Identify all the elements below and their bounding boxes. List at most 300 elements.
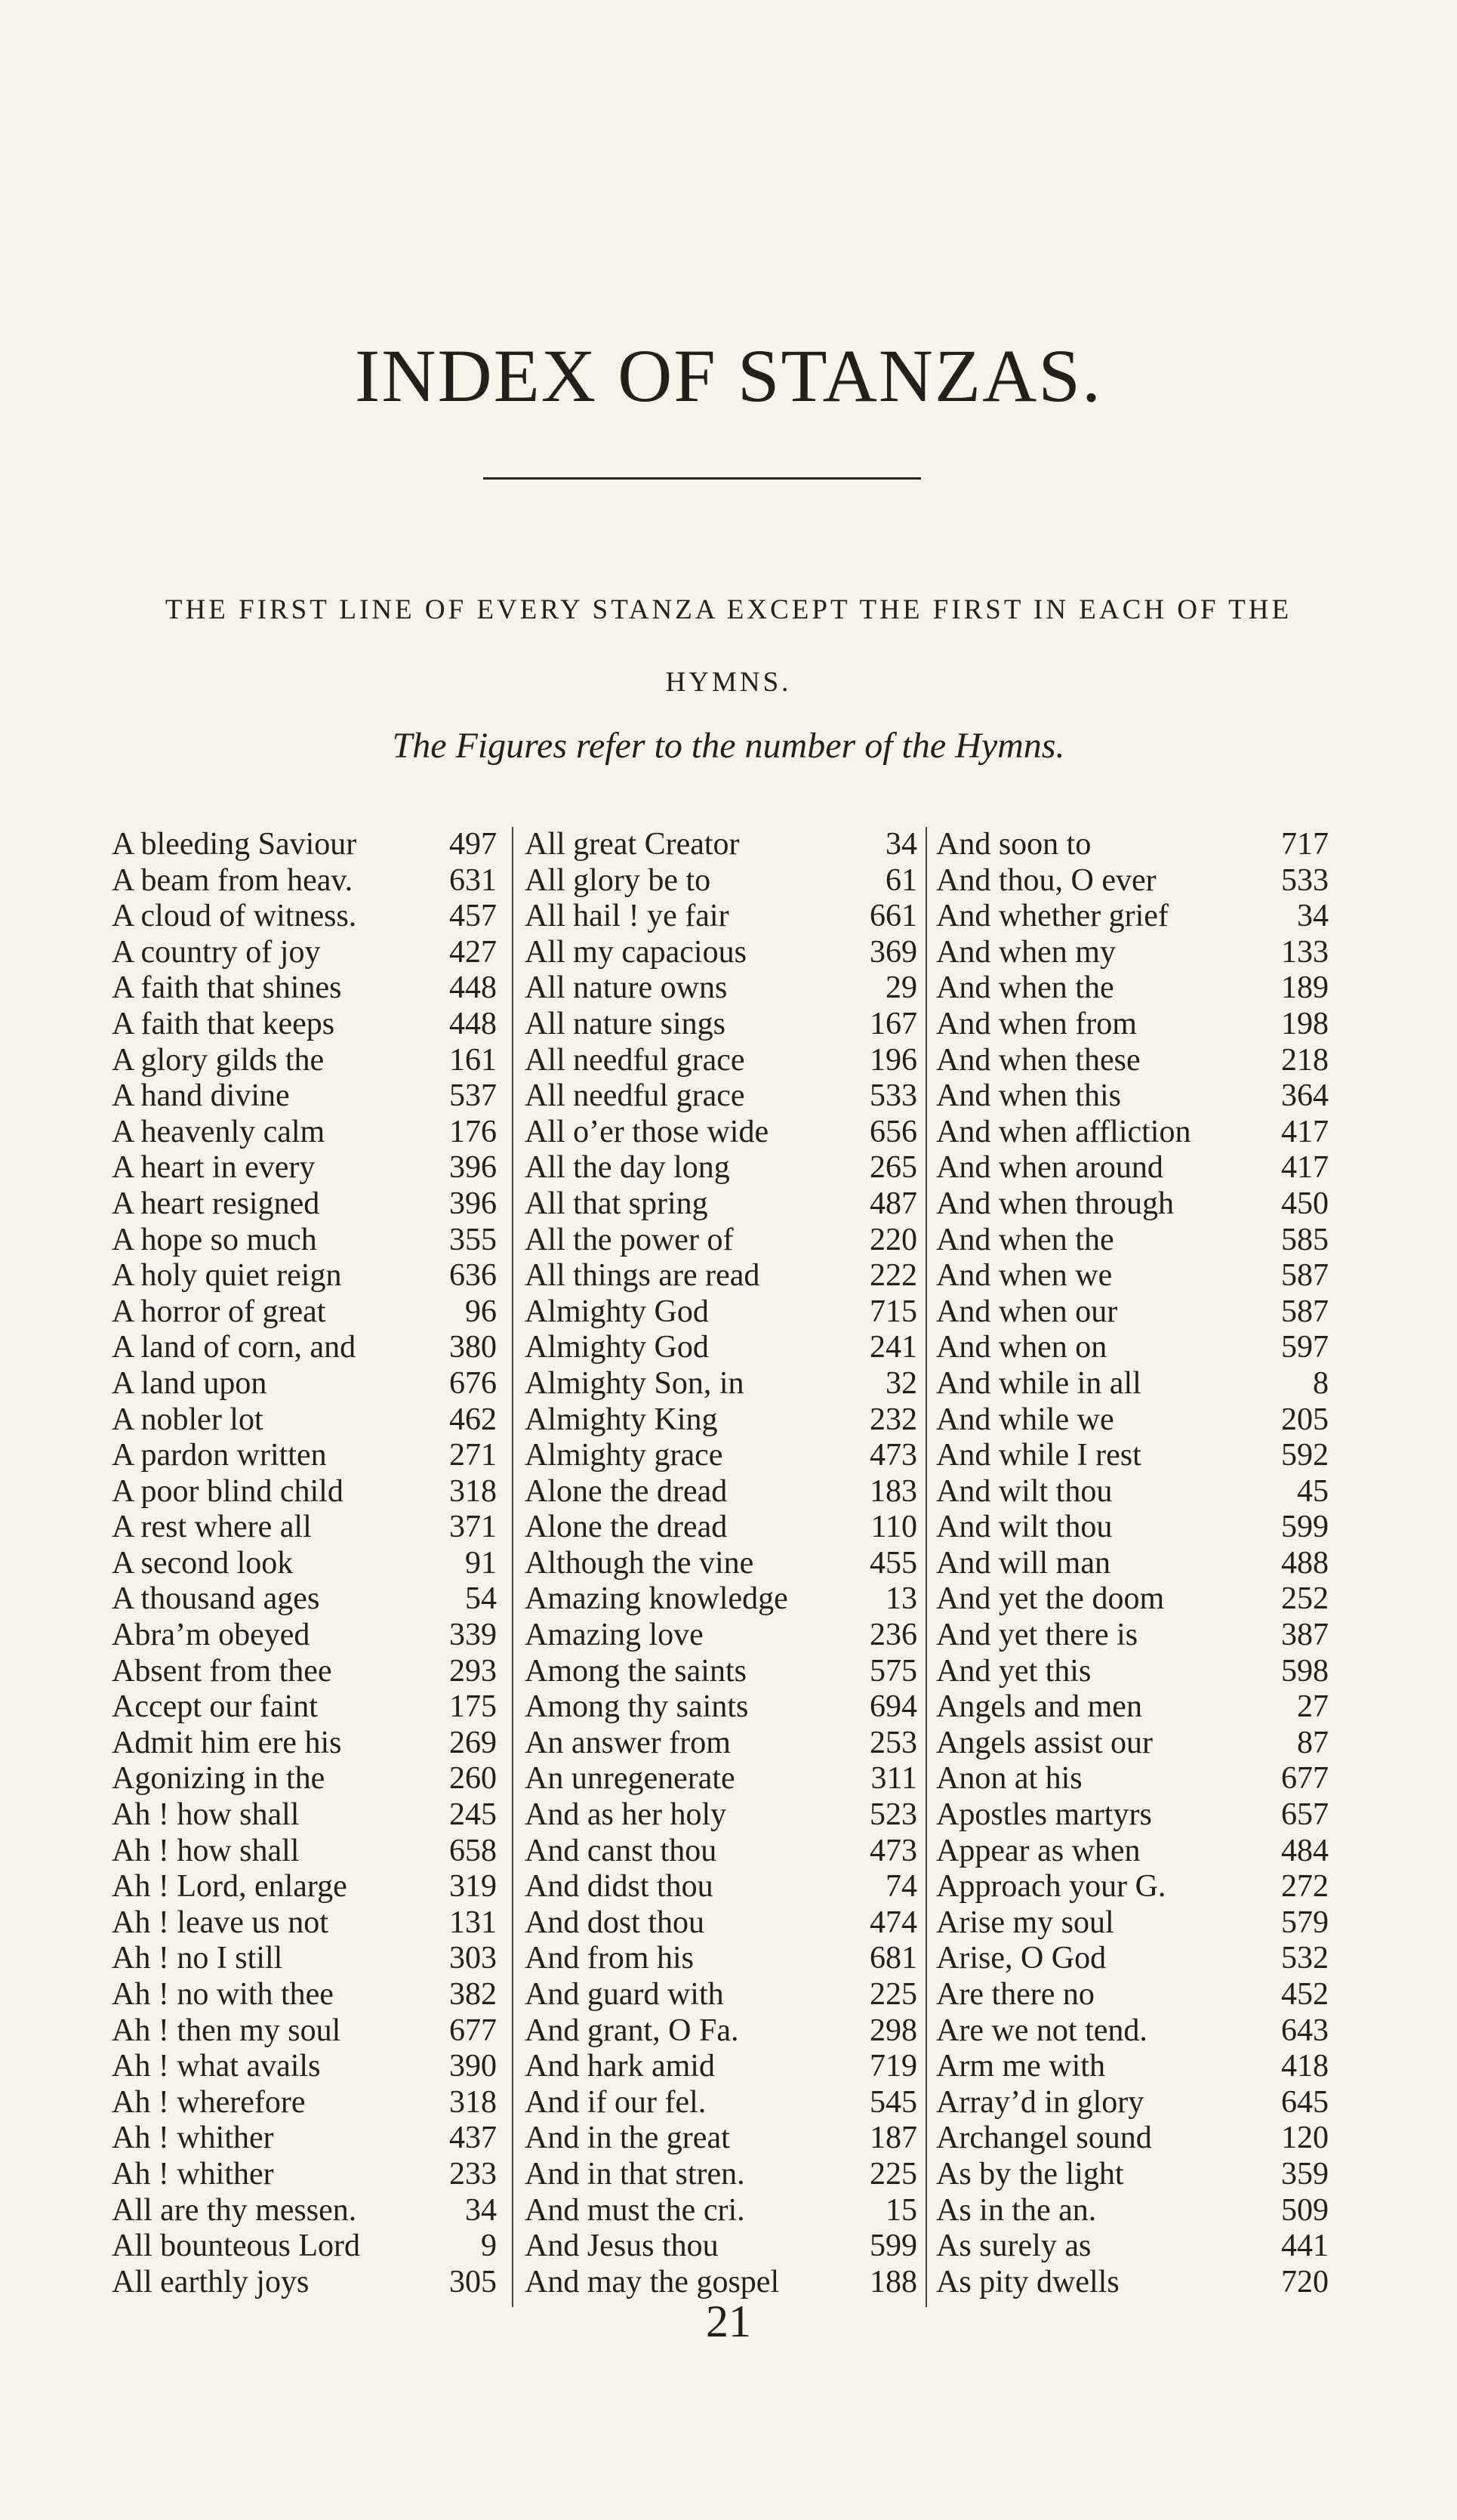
entry-first-line: A hope so much [112,1222,317,1257]
entry-hymn-number: 636 [449,1258,497,1294]
entry-hymn-number: 225 [870,2156,917,2192]
entry-first-line: A second look [112,1545,294,1581]
index-entry [525,899,917,935]
entry-first-line: And must the cri. [525,2192,745,2228]
entry-hymn-number: 271 [449,1438,497,1473]
index-entry [112,970,497,1007]
entry-hymn-number: 34 [1297,899,1329,934]
entry-first-line: And while in all [936,1365,1141,1401]
entry-hymn-number: 87 [1297,1725,1329,1760]
index-entry [936,1797,1329,1834]
entry-first-line: Ah ! no I still [112,1941,283,1976]
index-entry [936,1258,1329,1294]
index-entry [936,2049,1329,2085]
entry-hymn-number: 91 [465,1545,497,1581]
index-entry [112,2193,497,2229]
entry-first-line: Ah ! how shall [112,1833,300,1868]
entry-hymn-number: 61 [886,862,917,898]
entry-first-line: Ah ! whither [112,2121,274,2156]
entry-hymn-number: 441 [1281,2229,1329,2264]
index-entry [112,1797,497,1834]
entry-first-line: And when the [936,1222,1114,1257]
index-entry [112,1761,497,1797]
index-column-3 [936,827,1329,2300]
index-entry [936,1294,1329,1331]
entry-first-line: And dost thou [525,1905,705,1940]
entry-first-line: A horror of great [112,1294,326,1329]
index-entry [936,1115,1329,1151]
entry-first-line: Appear as when [936,1833,1141,1868]
index-entry [112,1258,497,1294]
entry-hymn-number: 54 [465,1581,497,1617]
entry-hymn-number: 631 [449,862,497,898]
entry-first-line: And when we [936,1258,1113,1294]
index-entry [112,1186,497,1223]
entry-first-line: Ah ! whither [112,2156,274,2192]
index-entry [936,2229,1329,2265]
index-entry [112,1905,497,1942]
index-entry [112,1007,497,1043]
entry-first-line: All needful grace [525,1078,745,1114]
entry-hymn-number: 45 [1297,1473,1329,1509]
index-entry [936,899,1329,935]
entry-first-line: And when this [936,1078,1121,1114]
index-entry [525,935,917,971]
index-entry [112,863,497,899]
entry-hymn-number: 587 [1281,1294,1329,1329]
entry-first-line: All glory be to [525,862,711,898]
entry-hymn-number: 225 [870,1977,917,2012]
index-entry [936,1078,1329,1115]
index-entry [936,1581,1329,1618]
entry-first-line: And in the great [525,2121,730,2156]
entry-first-line: Although the vine [525,1545,754,1581]
index-entry [112,1941,497,1977]
entry-hymn-number: 694 [870,1689,917,1725]
entry-hymn-number: 533 [870,1078,917,1114]
entry-hymn-number: 599 [870,2229,917,2264]
index-entry [112,1366,497,1402]
entry-first-line: And yet this [936,1653,1092,1689]
entry-hymn-number: 380 [449,1330,497,1365]
index-entry [112,827,497,863]
entry-hymn-number: 232 [870,1402,917,1437]
entry-hymn-number: 187 [870,2121,917,2156]
index-entry [525,1869,917,1905]
entry-hymn-number: 305 [449,2264,497,2299]
entry-hymn-number: 599 [1281,1510,1329,1545]
entry-first-line: As pity dwells [936,2264,1120,2299]
entry-first-line: Archangel sound [936,2121,1152,2156]
index-entry [936,1150,1329,1186]
index-entry [525,2085,917,2121]
entry-first-line: A heart in every [112,1150,316,1186]
index-entry [936,2121,1329,2157]
index-entry [936,1905,1329,1942]
entry-hymn-number: 487 [870,1186,917,1221]
entry-hymn-number: 657 [1281,1797,1329,1833]
entry-hymn-number: 457 [449,899,497,934]
entry-hymn-number: 133 [1281,934,1329,970]
index-entry [525,1330,917,1366]
entry-first-line: A beam from heav. [112,862,353,898]
entry-first-line: An unregenerate [525,1761,735,1797]
entry-first-line: And soon to [936,827,1092,862]
index-entry [112,1330,497,1366]
entry-hymn-number: 318 [449,1473,497,1509]
entry-first-line: All that spring [525,1186,708,1221]
index-entry [936,1330,1329,1366]
index-entry [936,1834,1329,1870]
title-rule [483,477,921,480]
index-entry [936,863,1329,899]
entry-first-line: All the power of [525,1222,734,1257]
entry-hymn-number: 293 [449,1653,497,1689]
entry-hymn-number: 96 [465,1294,497,1329]
entry-first-line: And when on [936,1330,1107,1365]
entry-hymn-number: 427 [449,934,497,970]
index-entry [112,1150,497,1186]
entry-first-line: All o’er those wide [525,1114,769,1149]
index-entry [936,1689,1329,1726]
entry-hymn-number: 537 [449,1078,497,1114]
entry-hymn-number: 523 [870,1797,917,1833]
entry-hymn-number: 8 [1313,1365,1329,1401]
entry-first-line: And while I rest [936,1438,1141,1473]
index-entry [112,1294,497,1331]
entry-hymn-number: 382 [449,1977,497,2012]
entry-first-line: All great Creator [525,827,740,862]
entry-first-line: Anon at his [936,1761,1083,1797]
index-entry [525,2013,917,2050]
entry-first-line: Abra’m obeyed [112,1618,310,1653]
entry-first-line: A faith that shines [112,970,342,1006]
entry-hymn-number: 720 [1281,2264,1329,2299]
entry-hymn-number: 260 [449,1761,497,1797]
entry-first-line: A faith that keeps [112,1006,335,1041]
index-entry [112,2049,497,2085]
entry-first-line: Are we not tend. [936,2013,1147,2048]
index-entry [525,1150,917,1186]
index-entry [112,1043,497,1079]
index-entry [525,2193,917,2229]
index-entry [525,1581,917,1618]
entry-first-line: And wilt thou [936,1510,1113,1545]
entry-hymn-number: 681 [870,1941,917,1976]
entry-hymn-number: 355 [449,1222,497,1257]
index-entry [525,1223,917,1259]
entry-hymn-number: 319 [449,1869,497,1905]
entry-first-line: Almighty Son, in [525,1365,744,1401]
entry-hymn-number: 656 [870,1114,917,1149]
index-entry [525,863,917,899]
entry-hymn-number: 450 [1281,1186,1329,1221]
entry-hymn-number: 417 [1281,1114,1329,1149]
index-entry [525,1115,917,1151]
entry-first-line: As in the an. [936,2192,1097,2228]
entry-hymn-number: 417 [1281,1150,1329,1186]
entry-hymn-number: 545 [870,2084,917,2120]
entry-hymn-number: 189 [1281,970,1329,1006]
entry-hymn-number: 27 [1297,1689,1329,1725]
index-entry [112,1689,497,1726]
entry-first-line: Arise, O God [936,1941,1107,1976]
entry-hymn-number: 272 [1281,1869,1329,1905]
index-entry [112,1546,497,1582]
entry-first-line: Among the saints [525,1653,747,1689]
entry-hymn-number: 34 [886,827,917,862]
index-entry [525,1078,917,1115]
entry-first-line: All bounteous Lord [112,2229,360,2264]
entry-first-line: A hand divine [112,1078,290,1114]
entry-hymn-number: 364 [1281,1078,1329,1114]
entry-hymn-number: 579 [1281,1905,1329,1940]
entry-first-line: Almighty God [525,1330,709,1365]
entry-first-line: All things are read [525,1258,760,1294]
entry-hymn-number: 497 [449,827,497,862]
entry-first-line: Apostles martyrs [936,1797,1152,1833]
entry-hymn-number: 218 [1281,1042,1329,1078]
entry-hymn-number: 236 [870,1618,917,1653]
entry-first-line: And when affliction [936,1114,1191,1149]
entry-hymn-number: 339 [449,1618,497,1653]
entry-hymn-number: 110 [870,1510,917,1545]
entry-first-line: All the day long [525,1150,730,1186]
entry-first-line: And yet there is [936,1618,1138,1653]
index-entry [525,2049,917,2085]
entry-hymn-number: 532 [1281,1941,1329,1976]
entry-hymn-number: 175 [449,1689,497,1725]
entry-hymn-number: 359 [1281,2156,1329,2192]
index-entry [525,1546,917,1582]
entry-hymn-number: 265 [870,1150,917,1186]
index-entry [525,1402,917,1439]
index-entry [112,1438,497,1474]
entry-first-line: And will man [936,1545,1110,1581]
index-entry [936,1366,1329,1402]
entry-first-line: A glory gilds the [112,1042,325,1078]
entry-hymn-number: 677 [449,2013,497,2048]
entry-first-line: Ah ! what avails [112,2049,321,2084]
entry-hymn-number: 396 [449,1186,497,1221]
entry-hymn-number: 598 [1281,1653,1329,1689]
index-entry [936,2193,1329,2229]
entry-first-line: A land of corn, and [112,1330,356,1365]
entry-hymn-number: 318 [449,2084,497,2120]
entry-first-line: And when the [936,970,1114,1006]
index-entry [936,1510,1329,1546]
entry-hymn-number: 205 [1281,1402,1329,1437]
entry-hymn-number: 269 [449,1725,497,1760]
entry-hymn-number: 676 [449,1365,497,1401]
index-entry [936,1007,1329,1043]
entry-first-line: Are there no [936,1977,1095,2012]
entry-first-line: And grant, O Fa. [525,2013,739,2048]
entry-hymn-number: 196 [870,1042,917,1078]
entry-hymn-number: 120 [1281,2121,1329,2156]
entry-first-line: A holy quiet reign [112,1258,342,1294]
entry-first-line: And when our [936,1294,1118,1329]
entry-hymn-number: 233 [449,2156,497,2192]
entry-hymn-number: 220 [870,1222,917,1257]
entry-first-line: As surely as [936,2229,1092,2264]
entry-first-line: Angels assist our [936,1725,1153,1760]
index-entry [936,1186,1329,1223]
entry-first-line: Arise my soul [936,1905,1114,1940]
index-entry [525,1797,917,1834]
entry-first-line: Almighty grace [525,1438,723,1473]
index-entry [525,2157,917,2193]
entry-first-line: And thou, O ever [936,862,1157,898]
entry-hymn-number: 533 [1281,862,1329,898]
index-entry [112,1977,497,2013]
entry-first-line: A nobler lot [112,1402,263,1437]
entry-first-line: A heart resigned [112,1186,320,1221]
entry-hymn-number: 161 [449,1042,497,1078]
index-entry [112,1581,497,1618]
entry-hymn-number: 587 [1281,1258,1329,1294]
entry-first-line: Agonizing in the [112,1761,325,1797]
entry-hymn-number: 474 [870,1905,917,1940]
figures-note: The Figures refer to the number of the Hymns. [392,726,1065,766]
entry-hymn-number: 677 [1281,1761,1329,1797]
index-entry [936,970,1329,1007]
entry-first-line: And may the gospel [525,2264,780,2299]
entry-first-line: All nature sings [525,1006,725,1041]
entry-first-line: And in that stren. [525,2156,745,2192]
index-entry [936,935,1329,971]
entry-first-line: A thousand ages [112,1581,320,1617]
index-entry [112,1115,497,1151]
index-entry [936,2013,1329,2050]
column-divider [512,827,513,2307]
entry-first-line: A country of joy [112,934,321,970]
index-entry [525,1654,917,1690]
entry-first-line: And yet the doom [936,1581,1165,1617]
page-title: INDEX OF STANZAS. [355,334,1102,418]
entry-first-line: All earthly joys [112,2264,310,2299]
entry-first-line: Arm me with [936,2049,1105,2084]
entry-first-line: And wilt thou [936,1473,1113,1509]
entry-first-line: As by the light [936,2156,1124,2192]
index-entry [525,2121,917,2157]
entry-hymn-number: 473 [870,1833,917,1868]
index-entry [112,1834,497,1870]
entry-first-line: Admit him ere his [112,1725,342,1760]
index-entry [936,1726,1329,1762]
entry-hymn-number: 369 [870,934,917,970]
index-entry [936,1223,1329,1259]
entry-hymn-number: 455 [870,1545,917,1581]
entry-first-line: Amazing love [525,1618,704,1653]
entry-hymn-number: 585 [1281,1222,1329,1257]
index-entry [936,1941,1329,1977]
index-entry [525,1726,917,1762]
index-entry [112,899,497,935]
entry-hymn-number: 390 [449,2049,497,2084]
index-entry [525,1941,917,1977]
index-columns [0,827,1457,2337]
index-entry [112,1869,497,1905]
entry-first-line: An answer from [525,1725,731,1760]
index-entry [936,2157,1329,2193]
entry-first-line: A rest where all [112,1510,312,1545]
index-entry [112,1223,497,1259]
entry-hymn-number: 452 [1281,1977,1329,2012]
index-entry [936,1618,1329,1654]
index-entry [525,1438,917,1474]
index-entry [112,1726,497,1762]
entry-first-line: And while we [936,1402,1114,1437]
index-entry [112,1510,497,1546]
entry-hymn-number: 9 [481,2229,497,2264]
entry-first-line: Ah ! then my soul [112,2013,341,2048]
entry-first-line: Ah ! leave us not [112,1905,328,1940]
entry-first-line: Ah ! no with thee [112,1977,334,2012]
index-entry [112,2157,497,2193]
index-entry [525,1977,917,2013]
index-entry [936,1869,1329,1905]
entry-first-line: And when around [936,1150,1163,1186]
entry-first-line: And when these [936,1042,1141,1078]
entry-first-line: And from his [525,1941,694,1976]
column-divider [926,827,927,2307]
entry-first-line: And when from [936,1006,1137,1041]
entry-hymn-number: 34 [465,2192,497,2228]
index-entry [936,1546,1329,1582]
entry-first-line: Among thy saints [525,1689,749,1725]
entry-first-line: A land upon [112,1365,267,1401]
entry-first-line: Angels and men [936,1689,1142,1725]
index-entry [525,1258,917,1294]
entry-hymn-number: 418 [1281,2049,1329,2084]
entry-first-line: Absent from thee [112,1653,332,1689]
entry-first-line: A cloud of witness. [112,899,357,934]
entry-hymn-number: 188 [870,2264,917,2299]
entry-first-line: A heavenly calm [112,1114,325,1149]
index-entry [525,1761,917,1797]
entry-hymn-number: 15 [886,2192,917,2228]
entry-first-line: All are thy messen. [112,2192,357,2228]
entry-hymn-number: 509 [1281,2192,1329,2228]
entry-first-line: Almighty God [525,1294,709,1329]
index-entry [112,2229,497,2265]
index-entry [525,1905,917,1942]
index-entry [112,2013,497,2050]
entry-hymn-number: 448 [449,970,497,1006]
index-entry [936,1402,1329,1439]
index-entry [525,1186,917,1223]
entry-first-line: Ah ! wherefore [112,2084,306,2120]
entry-first-line: Approach your G. [936,1869,1166,1905]
index-entry [936,2085,1329,2121]
entry-first-line: Alone the dread [525,1510,728,1545]
entry-first-line: A poor blind child [112,1473,343,1509]
entry-hymn-number: 298 [870,2013,917,2048]
index-entry [112,1474,497,1510]
index-entry [525,1007,917,1043]
index-entry [936,1438,1329,1474]
entry-hymn-number: 387 [1281,1618,1329,1653]
entry-first-line: And when through [936,1186,1174,1221]
entry-first-line: And hark amid [525,2049,715,2084]
entry-first-line: Alone the dread [525,1473,728,1509]
entry-hymn-number: 462 [449,1402,497,1437]
entry-hymn-number: 661 [870,899,917,934]
entry-first-line: And didst thou [525,1869,713,1905]
entry-first-line: Accept our faint [112,1689,318,1725]
entry-hymn-number: 131 [449,1905,497,1940]
